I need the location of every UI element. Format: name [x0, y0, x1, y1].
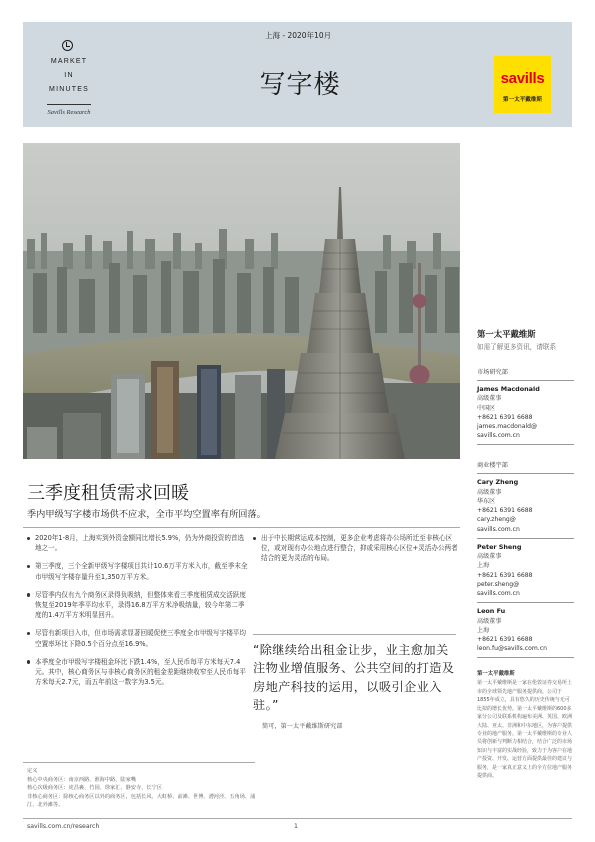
contact-phone[interactable]: +8621 6391 6688 — [477, 507, 533, 515]
definitions-divider — [23, 762, 255, 763]
contact-phone[interactable]: +8621 6391 6688 — [477, 571, 533, 579]
contact-phone[interactable]: +8621 6391 6688 — [477, 413, 533, 421]
contact-title: 高级董事 — [477, 395, 502, 403]
contact-phone[interactable]: +8621 6391 6688 — [477, 636, 533, 644]
contact-region: 上海 — [477, 562, 490, 570]
definition-core: 核心中央商务区：南京西路、淮海中路、陆家嘴 — [27, 776, 136, 783]
brand-line-1: MARKET — [50, 58, 88, 65]
footer-url[interactable]: savills.com.cn/research — [27, 823, 100, 830]
quote-divider — [253, 634, 456, 635]
key-point: 本季度全市甲级写字楼租金环比下跌1.4%，至人民币每平方米每天7.4元。其中，核心商务区与非核心商务区的租金差距继续收窄至人民币每平方米每天2.7元，而五年前这一数字为3.5元。 — [27, 657, 249, 688]
savills-logo-cn: 第一太平戴维斯 — [502, 97, 543, 103]
about-title: 第一太平戴维斯 — [477, 671, 515, 678]
contact-email[interactable]: leon.fu@savills.com.cn — [477, 645, 547, 653]
report-date: 上海 - 2020年10月 — [265, 31, 332, 40]
savills-logo[interactable] — [494, 56, 551, 113]
sidebar-hint: 如需了解更多资讯，请联系 — [477, 343, 557, 351]
contact-email[interactable]: peter.sheng@ — [477, 580, 520, 588]
contact-title: 高级董事 — [477, 553, 502, 561]
page-number: 1 — [294, 823, 298, 830]
page-title: 写字楼 — [259, 70, 341, 100]
contact-email-domain[interactable]: savills.com.cn — [477, 525, 520, 533]
contact-card — [477, 539, 574, 603]
brand-divider — [47, 104, 91, 105]
definitions — [27, 767, 259, 810]
contact-region: 华东区 — [477, 498, 496, 506]
headline: 三季度租赁需求回暖 — [27, 483, 189, 504]
footer-divider — [23, 818, 572, 819]
contact-region: 中国区 — [477, 404, 496, 412]
contact-card — [477, 474, 574, 538]
contact-email[interactable]: cary.zheng@ — [477, 516, 516, 524]
contact-name: Cary Zheng — [477, 478, 519, 487]
sidebar-title: 第一太平戴维斯 — [477, 329, 536, 339]
market-in-minutes-brand — [23, 22, 115, 127]
contact-email[interactable]: james.macdonald@ — [477, 423, 538, 431]
key-point: 第三季度，三个全新甲级写字楼项目共计10.6万平方米入市，截至季末全市甲级写字楼存量升至1,350万平方米。 — [27, 561, 249, 581]
contact-card — [477, 603, 574, 658]
section-research: 市场研究部 — [477, 367, 574, 381]
key-points-list-right — [253, 533, 458, 564]
pull-quote: “除继续给出租金让步，业主愈加关注物业增值服务、公共空间的打造及房地产科技的运用，以吸引企业入驻。” — [253, 643, 455, 713]
definition-noncore: 非核心商务区：除核心商务区以外的商务区，包括长风、大虹桥、前滩、世博、漕河泾、五角场、浦江、北外滩等。 — [27, 793, 256, 809]
contact-card — [477, 381, 574, 445]
city-skyline-photo — [23, 143, 460, 459]
key-point: 尽管季内仅有九个商务区录得负吸纳，但整体来看三季度租赁成交活跃度恢复至2019年季平均水平，录得16.8万平方米净吸纳量，较今年第二季度的1.4万平方米明显回升。 — [27, 590, 249, 621]
contact-email-domain[interactable]: savills.com.cn — [477, 432, 520, 440]
city-skyline-photo-icon — [23, 143, 460, 459]
contact-title: 高级董事 — [477, 488, 502, 496]
definitions-heading: 定义 — [27, 768, 38, 774]
contact-sidebar — [477, 328, 574, 780]
key-point: 出于中长期营运成本控制，更多企业考虑将办公场所迁至非核心区位，或对现有办公地点进行整合，抑或采用核心区位+灵活办公两者结合的更为灵活的布局。 — [253, 533, 458, 564]
key-points-list — [27, 533, 249, 695]
headline-divider — [23, 527, 460, 528]
savills-logo-word: savills — [500, 70, 545, 87]
contact-name: Leon Fu — [477, 607, 506, 616]
contact-email-domain[interactable]: savills.com.cn — [477, 590, 520, 598]
key-point: 2020年1-8月，上海实到外资金额同比增长5.9%，仍为外商投资的首选地之一。 — [27, 533, 249, 553]
key-point: 尽管有新项目入市，但市场需求显著回暖促使三季度全市甲级写字楼平均空置率环比下降0.5个百分点至16.9%。 — [27, 628, 249, 648]
brand-line-2: IN — [64, 72, 74, 79]
definition-emerging: 核心次级商务区：虎昌裹、竹园、徐家汇、静安寺、长宁区 — [27, 785, 162, 792]
about-text: 第一太平戴维斯是一家在伦敦证券交易所上市的全球领先地产服务提供商。公司于1855年成立，具有悠久的历史传统与无可比拟的增长优势。第一太平戴维斯的600多家分公司及联系机构遍布美洲、英国、欧洲大陆、亚太、非洲和中东地区，为客户提供专业的地产服务。第一太平戴维斯的专业人员将创新与判断力相结合，结合广泛的市场知识与丰富的实战经验，致力于为客户在地产投资、开发、运营方面提供最佳的建议与服务，是一家真正意义上的全方位地产服务提供商。 — [477, 680, 573, 779]
contact-name: Peter Sheng — [477, 542, 522, 551]
clock-icon — [62, 40, 73, 51]
brand-subtitle: Savills Research — [47, 109, 91, 116]
section-office: 商业楼宇部 — [477, 460, 574, 474]
contact-name: James Macdonald — [477, 385, 540, 393]
contact-region: 上海 — [477, 626, 490, 634]
report-header-band — [23, 22, 572, 127]
quote-source: 简可，第一太平戴维斯研究部 — [262, 723, 343, 730]
brand-line-3: MINUTES — [49, 86, 89, 93]
contact-title: 高级董事 — [477, 617, 502, 625]
subheadline: 季内甲级写字楼市场供不应求，全市平均空置率有所回落。 — [27, 509, 266, 520]
